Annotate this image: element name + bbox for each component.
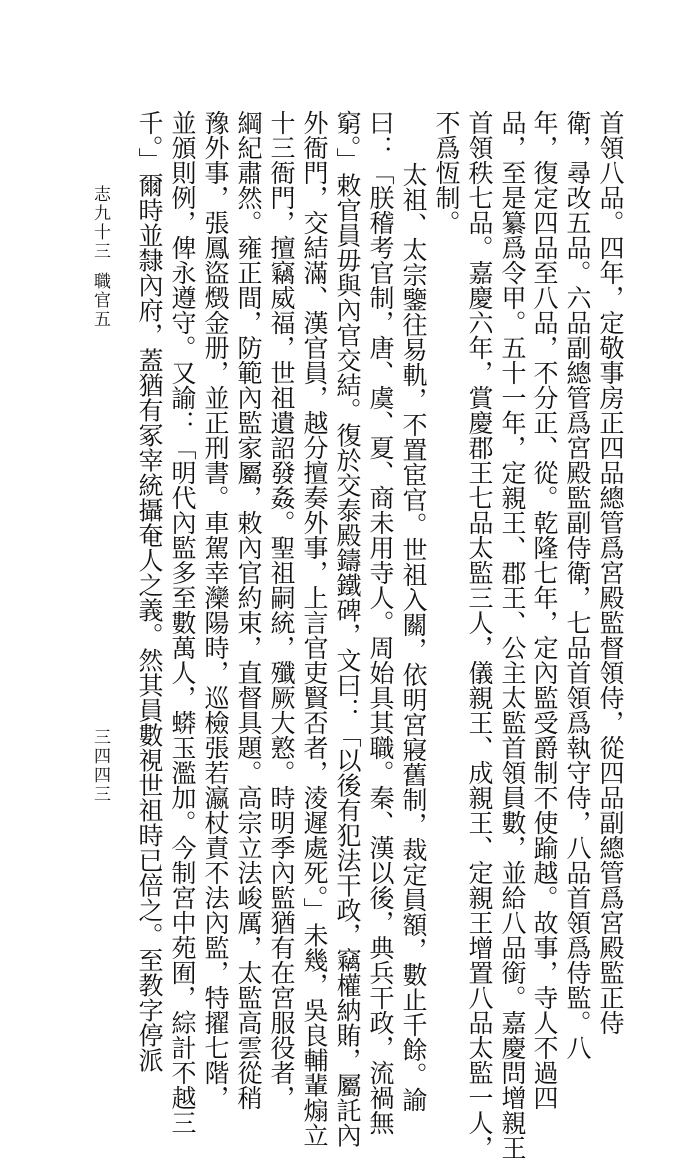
text-column: 年，復定四品至八品，不分正、從。乾隆七年，定內監受爵制不使踰越。故事，寺人不過四 bbox=[530, 110, 559, 1110]
text-column: 外衙門，交結滿、漢官員，越分擅奏外事，上言官吏賢否者，淩遲處死。」未幾，吳良輔輩煽立 bbox=[300, 110, 329, 1148]
text-column: 衛，尋改五品。六品副總管爲宮殿監副侍衛，七品首領爲執守侍，八品首領爲侍監。八 bbox=[563, 110, 592, 1060]
text-column: 窮。」敕官員毋與內官交結。復於交泰殿鑄鐵碑，文曰：「以後有犯法干政，竊權納賄，屬託內 bbox=[333, 110, 362, 1148]
text-column: 並頒則例，俾永遵守。又諭：「明代內監多至數萬人，蟒玉濫加。今制宮中苑囿，綜計不越三 bbox=[168, 110, 197, 1135]
text-column: 千。」爾時並隸內府，蓋猶有冢宰統攝奄人之義。然其員數視世祖時已倍之。至教字停派 bbox=[135, 110, 164, 1073]
page-number: 三四四三 bbox=[90, 728, 110, 804]
volume-title: 志九十三 bbox=[90, 185, 110, 261]
section-title: 職官五 bbox=[90, 272, 110, 329]
text-column: 豫外事，張鳳盜燬金册，並正刑書。車駕幸灤陽時，巡檢張若瀛杖責不法內監，特擢七階， bbox=[201, 110, 230, 1110]
text-column: 十三衙門，擅竊威福，世祖遺詔發姦。聖祖嗣統，殲厥大憝。時明季內監猶有在宮服役者， bbox=[267, 110, 296, 1110]
text-column: 曰：「朕稽考官制，唐、虞、夏、商未用寺人。周始具其職。秦、漢以後，典兵干政，流禍無 bbox=[366, 110, 395, 1135]
text-column: 太祖、太宗鑒往易軌，不置宦官。世祖入關，依明宮寢舊制，裁定員額，數止千餘。諭 bbox=[399, 162, 428, 1112]
text-column: 首領八品。四年，定敬事房正四品總管爲宮殿監督領侍，從四品副總管爲宮殿監正侍 bbox=[596, 110, 625, 1035]
text-column: 首領秩七品。嘉慶六年，賞慶郡王七品太監三人，儀親王、成親王、定親王增置八品太監一人， bbox=[465, 110, 494, 1160]
text-column: 綱紀肅然。雍正間，防範內監家屬，敕內官約束，直督具題。高宗立法峻厲，太監高雲從稍 bbox=[234, 110, 263, 1110]
text-column: 不爲恆制。 bbox=[432, 110, 461, 235]
text-column: 品，至是纂爲令甲。五十一年，定親王、郡王、公主太監首領員數，並給八品銜。嘉慶問增親王 bbox=[498, 110, 527, 1160]
